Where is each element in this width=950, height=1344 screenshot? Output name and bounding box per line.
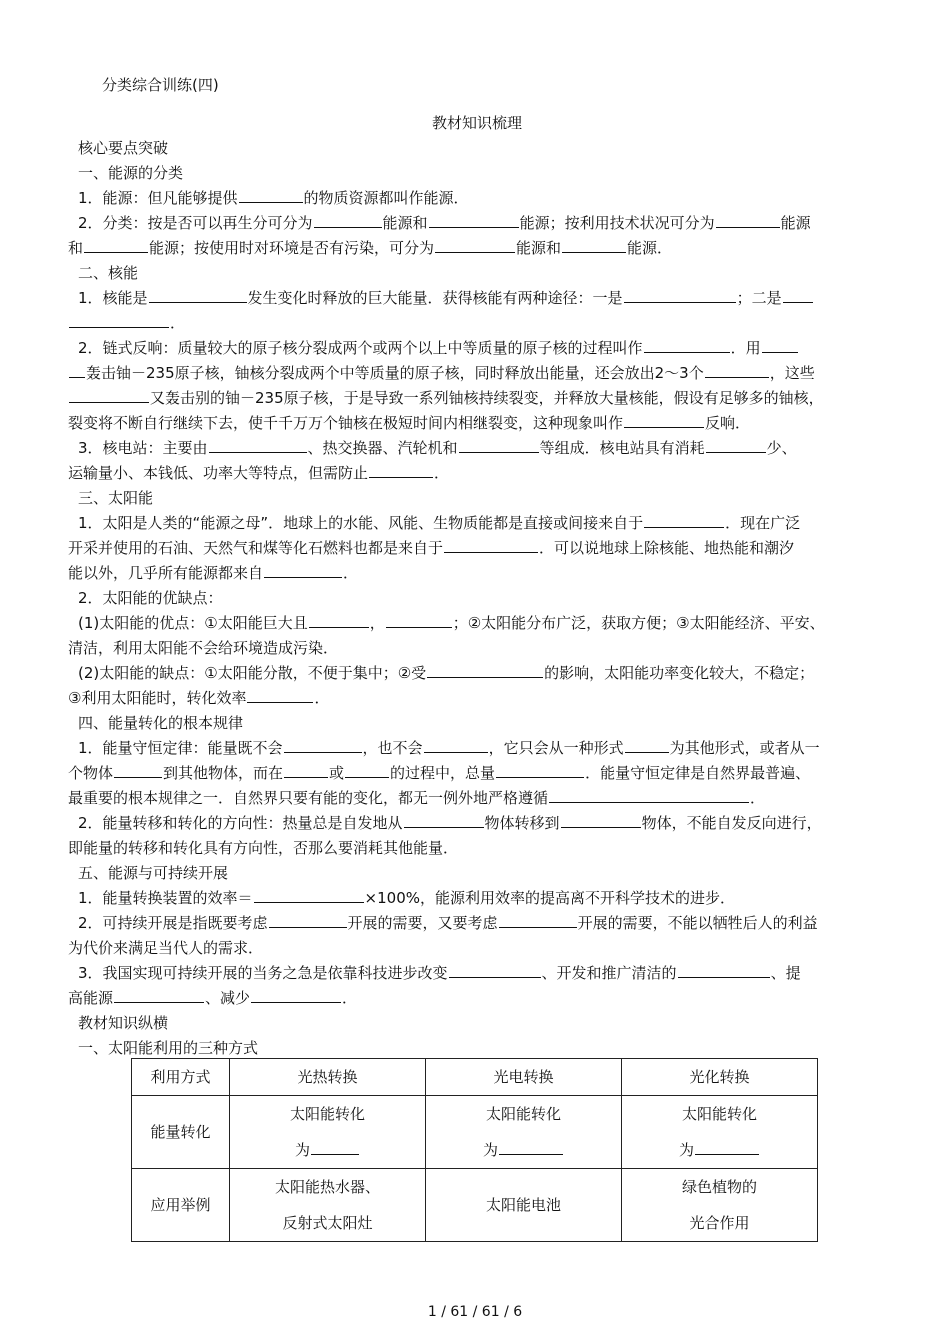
solar-utilization-table [131,1058,818,1242]
s5-line4: 3．我国实现可持续开展的当务之急是依靠科技进步改变 、开发和推广清洁的 、提 [78,961,896,985]
s2-line7: 3．核电站：主要由 、热交换器、汽轮机和 等组成．核电站具有消耗 少、 [78,436,896,460]
fill-blank[interactable] [496,761,584,778]
fill-blank[interactable] [251,986,341,1003]
s2-heading: 二、核能 [78,264,139,282]
s5-line3: 为代价来满足当代人的需求． [68,939,264,957]
s3-line2: 开采并使用的石油、天然气和煤等化石燃料也都是来自于 ．可以说地球上除核能、地热能和潮汐 [68,536,886,560]
s4-line4: 2．能量转移和转化的方向性：热量总是自发地从 物体转移到 物体，不能自发反向进行， [78,811,896,835]
fill-blank[interactable] [695,1138,759,1155]
fill-blank[interactable] [209,436,307,453]
fill-blank[interactable] [561,811,641,828]
s1-line3: 和 能源；按使用时对环境是否有污染，可分为 能源和 能源． [68,236,886,260]
fill-blank[interactable] [624,411,704,428]
fill-blank[interactable] [499,1138,563,1155]
fill-blank[interactable] [247,686,313,703]
doc-title: 分类综合训练(四) [102,76,219,94]
s1-line1: 1．能源：但凡能够提供 的物质资源都叫作能源． [78,186,896,210]
fill-blank[interactable] [762,336,798,353]
table-header-cell: 利用方式 [132,1059,230,1096]
fill-blank[interactable] [449,961,541,978]
fill-blank[interactable] [716,211,780,228]
fill-blank[interactable] [459,436,539,453]
fill-blank[interactable] [427,661,543,678]
s3-line3: 能以外，几乎所有能源都来自 ． [68,561,886,585]
fill-blank[interactable] [625,736,669,753]
s3-line4: 2．太阳能的优缺点： [78,589,223,607]
s5-line5: 高能源 、减少 ． [68,986,886,1010]
fill-blank[interactable] [84,236,148,253]
fill-blank[interactable] [314,211,382,228]
table-header-cell: 光电转换 [426,1059,622,1096]
s2-line3: 2．链式反响：质量较大的原子核分裂成两个或两个以上中等质量的原子核的过程叫作 ．用 [78,336,896,360]
solar-ways-heading: 一、太阳能利用的三种方式 [78,1039,259,1057]
fill-blank[interactable] [69,386,149,403]
fill-blank[interactable] [149,286,247,303]
table-cell: 太阳能热水器、 反射式太阳灶 [230,1169,426,1242]
s2-line6: 裂变将不断自行继续下去，使千千万万个铀核在极短时间内相继裂变，这种现象叫作 反响． [68,411,886,435]
extension-heading: 教材知识纵横 [78,1014,169,1032]
fill-blank[interactable] [499,911,577,928]
fill-blank[interactable] [254,886,364,903]
table-row-label: 能量转化 [132,1096,230,1169]
fill-blank[interactable] [404,811,484,828]
s5-line1: 1．能量转换装置的效率＝ ×100%，能源利用效率的提高离不开科学技术的进步． [78,886,896,910]
table-row-label: 应用举例 [132,1169,230,1242]
s4-line5: 即能量的转移和转化具有方向性，否那么要消耗其他能量． [68,839,459,857]
table-header-cell: 光热转换 [230,1059,426,1096]
fill-blank[interactable] [345,761,389,778]
table-header-cell: 光化转换 [622,1059,818,1096]
fill-blank[interactable] [562,236,626,253]
fill-blank[interactable] [386,611,452,628]
s2-line2: ． [68,311,886,335]
s4-line1: 1．能量守恒定律：能量既不会 ，也不会 ，它只会从一种形式 为其他形式，或者从一 [78,736,896,760]
fill-blank[interactable] [429,211,519,228]
s2-line4: 轰击铀－235原子核，铀核分裂成两个中等质量的原子核，同时释放出能量，还会放出2～3个 ，这些 [68,361,886,385]
fill-blank[interactable] [706,436,766,453]
s1-line2: 2．分类：按是否可以再生分可分为 能源和 能源；按利用技术状况可分为 能源 [78,211,896,235]
fill-blank[interactable] [549,786,749,803]
fill-blank[interactable] [69,311,169,328]
fill-blank[interactable] [644,336,730,353]
fill-blank[interactable] [69,361,85,378]
s2-line1: 1．核能是 发生变化时释放的巨大能量．获得核能有两种途径：一是 ；二是 [78,286,896,310]
fill-blank[interactable] [284,761,328,778]
page-number: 1 / 61 / 61 / 6 [427,1304,523,1320]
fill-blank[interactable] [264,561,342,578]
table-cell: 绿色植物的 光合作用 [622,1169,818,1242]
fill-blank[interactable] [239,186,303,203]
fill-blank[interactable] [705,361,769,378]
fill-blank[interactable] [444,536,538,553]
fill-blank[interactable] [369,461,433,478]
fill-blank[interactable] [269,911,347,928]
s5-line2: 2．可持续开展是指既要考虑 开展的需要，又要考虑 开展的需要，不能以牺牲后人的利益 [78,911,896,935]
fill-blank[interactable] [424,736,488,753]
s2-line5: 又轰击别的铀－235原子核，于是导致一系列铀核持续裂变，并释放大量核能，假设有足够多的铀核， [68,386,886,410]
s3-line7: (2)太阳能的缺点：①太阳能分散，不便于集中；②受 的影响，太阳能功率变化较大，不稳定； [78,661,896,685]
s2-line8: 运输量小、本钱低、功率大等特点，但需防止 ． [68,461,886,485]
fill-blank[interactable] [644,511,724,528]
s3-line5: (1)太阳能的优点：①太阳能巨大且 ， ；②太阳能分布广泛，获取方便；③太阳能经济、平安、 [78,611,896,635]
fill-blank[interactable] [678,961,770,978]
fill-blank[interactable] [114,761,162,778]
fill-blank[interactable] [114,986,204,1003]
fill-blank[interactable] [311,1138,359,1155]
section-subtitle: 教材知识梳理 [431,114,522,132]
s3-line6: 清洁，利用太阳能不会给环境造成污染． [68,639,339,657]
table-cell: 太阳能转化 为 [230,1096,426,1169]
table-cell: 太阳能转化 为 [622,1096,818,1169]
table-cell: 太阳能电池 [426,1169,622,1242]
fill-blank[interactable] [783,286,813,303]
s4-line3: 最重要的根本规律之一．自然界只要有能的变化，都无一例外地严格遵循 ． [68,786,886,810]
fill-blank[interactable] [435,236,515,253]
s4-heading: 四、能量转化的根本规律 [78,714,244,732]
core-heading: 核心要点突破 [78,139,169,157]
s1-heading: 一、能源的分类 [78,164,184,182]
s5-heading: 五、能源与可持续开展 [78,864,229,882]
s3-heading: 三、太阳能 [78,489,154,507]
table-cell: 太阳能转化 为 [426,1096,622,1169]
s4-line2: 个物体 到其他物体，而在 或 的过程中，总量 ．能量守恒定律是自然界最普遍、 [68,761,886,785]
s3-line1: 1．太阳是人类的“能源之母”．地球上的水能、风能、生物质能都是直接或间接来自于 ．现在广泛 [78,511,896,535]
fill-blank[interactable] [309,611,369,628]
s3-line8: ③利用太阳能时，转化效率 ． [68,686,886,710]
fill-blank[interactable] [624,286,736,303]
fill-blank[interactable] [284,736,362,753]
